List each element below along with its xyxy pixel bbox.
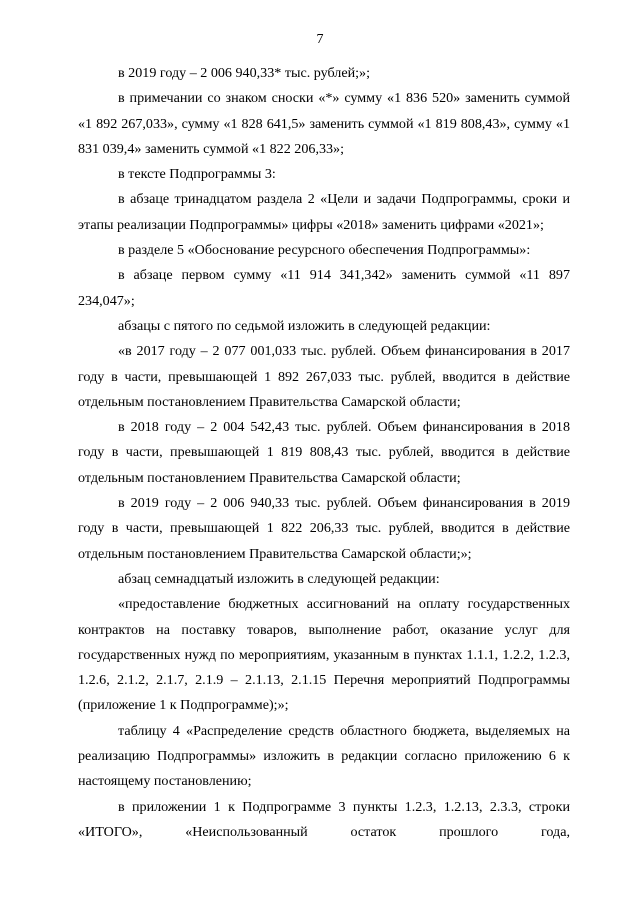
paragraph-subprogram-3-heading: в тексте Подпрограммы 3: bbox=[118, 166, 276, 183]
paragraph-appendix-1-items: в приложении 1 к Подпрограмме 3 пункты 1.2.3, 1.2.13, 2.3.3, строки «ИТОГО», «Неиспользованный остаток прошлого года, bbox=[78, 798, 570, 840]
page-number: 7 bbox=[316, 32, 324, 47]
paragraph-2017-financing: «в 2017 году – 2 077 001,033 тыс. рублей. Объем финансирования в 2017 году в части, превышающей 1 892 267,033 тыс. рублей, вводится в действие отдельным постановлением Правительства Самарской области; bbox=[78, 343, 570, 410]
paragraph-first-abstract-sum: в абзаце первом сумму «11 914 341,342» заменить суммой «11 897 234,047»; bbox=[78, 267, 570, 309]
paragraph-section-2-years: в абзаце тринадцатом раздела 2 «Цели и задачи Подпрограммы, сроки и этапы реализации Подпрограммы» цифры «2018» заменить цифрами «2021»; bbox=[78, 191, 570, 233]
paragraph-table-4: таблицу 4 «Распределение средств областного бюджета, выделяемых на реализацию Подпрограммы» изложить в редакции согласно приложению 6 к настоящему постановлению; bbox=[78, 722, 570, 790]
paragraph-budget-allocations: «предоставление бюджетных ассигнований на оплату государственных контрактов на поставку товаров, выполнение работ, оказание услуг для государственных нужд по мероприятиям, указанным в пунктах 1.1.1, 1.2.2, 1.2.3, 1.2.6, 2.1.2, 2.1.7, 2.1.9 – 2.1.13, 2.1.15 Перечня мероприятий Подпрограммы (приложение 1 к Подпрограмме);»; bbox=[78, 596, 570, 714]
paragraph-footnote-sums: в примечании со знаком сноски «*» сумму «1 836 520» заменить суммой «1 892 267,033», сумму «1 828 641,5» заменить суммой «1 819 808,43», сумму «1 831 039,4» заменить суммой «1 822 206,33»; bbox=[78, 90, 570, 157]
paragraph-2019-financing: в 2019 году – 2 006 940,33 тыс. рублей. Объем финансирования в 2019 году в части, превышающей 1 822 206,33 тыс. рублей, вводится в действие отдельным постановлением Правительства Самарской области;»; bbox=[78, 495, 570, 562]
paragraph-2018-financing: в 2018 году – 2 004 542,43 тыс. рублей. Объем финансирования в 2018 году в части, превышающей 1 819 808,43 тыс. рублей, вводится в действие отдельным постановлением Правительства Самарской области; bbox=[78, 419, 570, 486]
paragraph-abstract-17-heading: абзац семнадцатый изложить в следующей редакции: bbox=[118, 570, 440, 587]
document-body bbox=[78, 61, 570, 845]
paragraph-abstracts-5-7: абзацы с пятого по седьмой изложить в следующей редакции: bbox=[118, 317, 491, 334]
paragraph-section-5-heading: в разделе 5 «Обоснование ресурсного обеспечения Подпрограммы»: bbox=[118, 242, 531, 259]
paragraph-2019-amount: в 2019 году – 2 006 940,33* тыс. рублей;»; bbox=[118, 65, 371, 81]
